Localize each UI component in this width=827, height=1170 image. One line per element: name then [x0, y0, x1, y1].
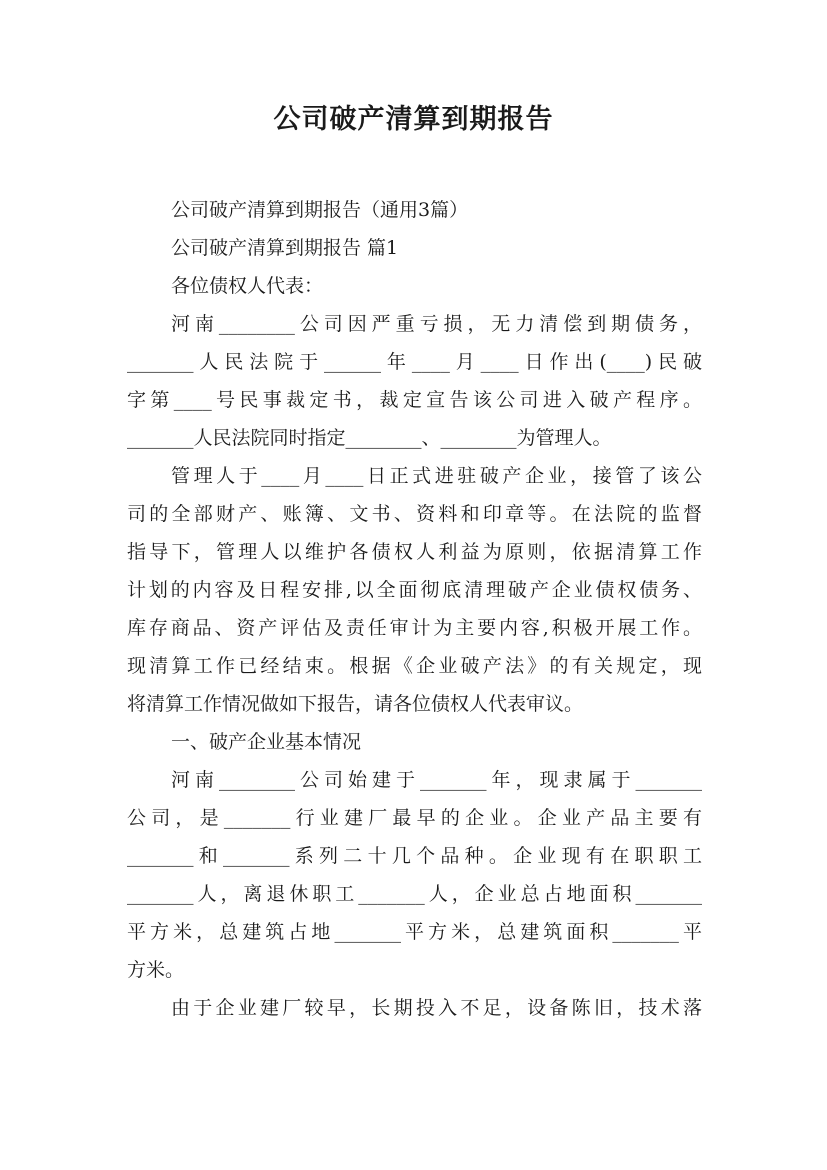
paragraph-line: 将清算工作情况做如下报告，请各位债权人代表审议。 [127, 693, 584, 715]
paragraph-line: _______人民法院同时指定________、________为管理人。 [127, 427, 612, 449]
paragraph-line: 现清算工作已经结束。根据《企业破产法》的有关规定，现 [127, 655, 702, 677]
section-heading: 公司破产清算到期报告 篇1 [171, 237, 399, 259]
paragraph-line: 平方米，总建筑占地_______平方米，总建筑面积_______平 [127, 921, 702, 943]
document-body [127, 191, 702, 1027]
subtitle-line: 公司破产清算到期报告（通用3篇） [171, 199, 469, 221]
paragraph-line: 指导下，管理人以维护各债权人利益为原则，依据清算工作 [127, 541, 702, 563]
paragraph-line: 公司，是_______行业建厂最早的企业。企业产品主要有 [127, 807, 702, 829]
paragraph-line: 河南________公司因严重亏损，无力清偿到期债务， [171, 313, 702, 335]
document-title: 公司破产清算到期报告 [273, 104, 554, 135]
paragraph-line: 河南________公司始建于_______年，现隶属于_______ [171, 769, 702, 791]
salutation: 各位债权人代表： [171, 275, 324, 297]
paragraph-line: 计划的内容及日程安排,以全面彻底清理破产企业债权债务、 [127, 579, 702, 601]
section-heading: 一、破产企业基本情况 [171, 731, 362, 753]
paragraph-line: 由于企业建厂较早，长期投入不足，设备陈旧，技术落 [171, 997, 702, 1019]
paragraph-line: 方米。 [127, 959, 185, 981]
paragraph-line: 字第____号民事裁定书，裁定宣告该公司进入破产程序。 [127, 389, 702, 411]
paragraph-line: _______人民法院于______年____月____日作出(____)民破 [127, 351, 702, 373]
paragraph-line: _______人，离退休职工_______人，企业总占地面积_______ [127, 883, 702, 905]
paragraph-line: _______和_______系列二十几个品种。企业现有在职职工 [127, 845, 702, 867]
paragraph-line: 库存商品、资产评估及责任审计为主要内容,积极开展工作。 [127, 617, 702, 639]
paragraph-line: 管理人于____月____日正式进驻破产企业，接管了该公 [171, 465, 702, 487]
paragraph-line: 司的全部财产、账簿、文书、资料和印章等。在法院的监督 [127, 503, 702, 525]
